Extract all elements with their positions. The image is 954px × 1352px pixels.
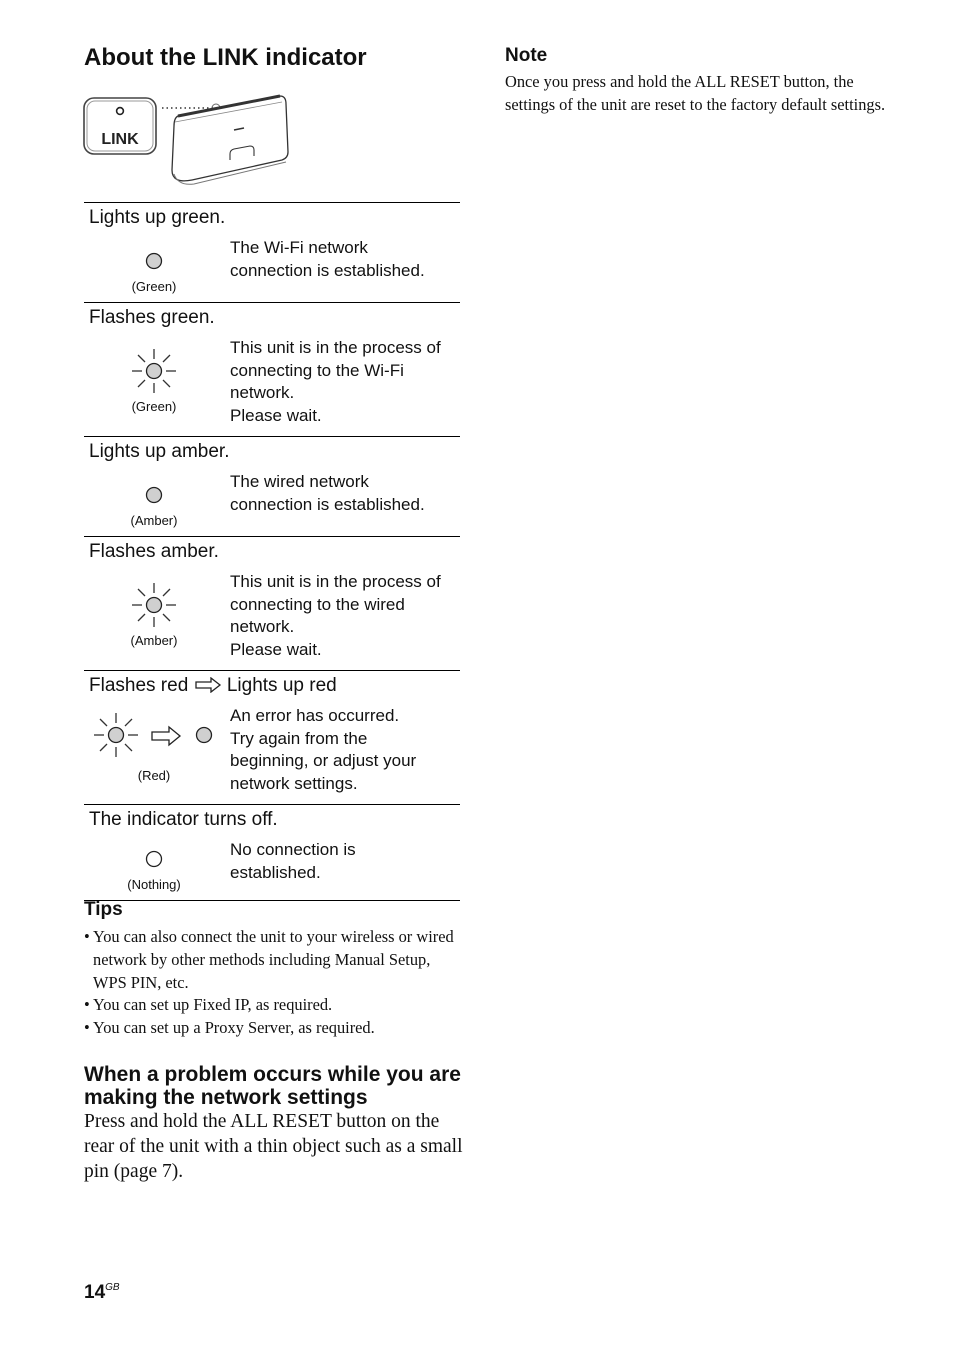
tip-item: • You can set up Fixed IP, as required.	[84, 994, 464, 1017]
tips-heading: Tips	[84, 899, 123, 920]
tips-list	[84, 926, 464, 1040]
indicator-row-flashes-green	[84, 303, 460, 437]
led-steady-icon	[144, 485, 164, 505]
indicator-table	[84, 202, 460, 901]
led-caption: (Green)	[131, 399, 177, 414]
row-description: No connection is established.	[230, 840, 356, 882]
tip-item: • You can set up a Proxy Server, as required.	[84, 1017, 464, 1040]
led-flashing-icon	[130, 581, 178, 629]
led-caption: (Nothing)	[127, 877, 181, 892]
indicator-row-flashes-amber	[84, 537, 460, 671]
indicator-row-off	[84, 805, 460, 901]
tip-item: • You can also connect the unit to your wireless or wired network by other methods including Manual Setup, WPS PIN, etc.	[84, 926, 464, 994]
row-description: An error has occurred. Try again from the beginning, or adjust your network settings.	[230, 706, 417, 794]
led-flashing-icon	[92, 711, 140, 759]
row-title: Lights up amber.	[89, 441, 230, 462]
problem-heading: When a problem occurs while you are making the network settings	[84, 1063, 461, 1109]
led-caption: (Red)	[137, 768, 171, 783]
led-steady-icon	[194, 725, 214, 745]
row-description: This unit is in the process of connecting to the wired network. Please wait.	[230, 572, 441, 660]
row-title: The indicator turns off.	[89, 809, 278, 830]
row-description: This unit is in the process of connecting to the Wi-Fi network. Please wait.	[230, 338, 441, 426]
row-title: Flashes amber.	[89, 541, 219, 562]
led-steady-icon	[144, 251, 164, 271]
row-description: The Wi-Fi network connection is established.	[230, 238, 425, 280]
link-button-label: LINK	[101, 131, 139, 148]
led-off-icon	[144, 849, 164, 869]
row-title: Flashes red Lights up red	[89, 675, 337, 696]
led-caption: (Green)	[131, 279, 177, 294]
problem-body: Press and hold the ALL RESET button on the rear of the unit with a thin object such as a small pin (page 7).	[84, 1111, 463, 1182]
indicator-row-lights-green	[84, 203, 460, 303]
unit-link-illustration	[82, 88, 302, 188]
page-number: $14^{GB}$	[84, 1282, 120, 1303]
arrow-right-icon	[194, 677, 222, 693]
note-body: Once you press and hold the ALL RESET button, the settings of the unit are reset to the factory default settings.	[505, 72, 886, 114]
section-heading: About the LINK indicator	[84, 44, 367, 71]
row-title: Flashes green.	[89, 307, 215, 328]
led-caption: (Amber)	[130, 633, 178, 648]
note-heading: Note	[505, 45, 548, 66]
led-flashing-icon	[130, 347, 178, 395]
indicator-row-lights-amber	[84, 437, 460, 537]
row-title: Lights up green.	[89, 207, 226, 228]
arrow-right-icon	[150, 725, 182, 747]
led-caption: (Amber)	[130, 513, 178, 528]
indicator-row-flashes-red	[84, 671, 460, 805]
row-description: The wired network connection is established.	[230, 472, 425, 514]
